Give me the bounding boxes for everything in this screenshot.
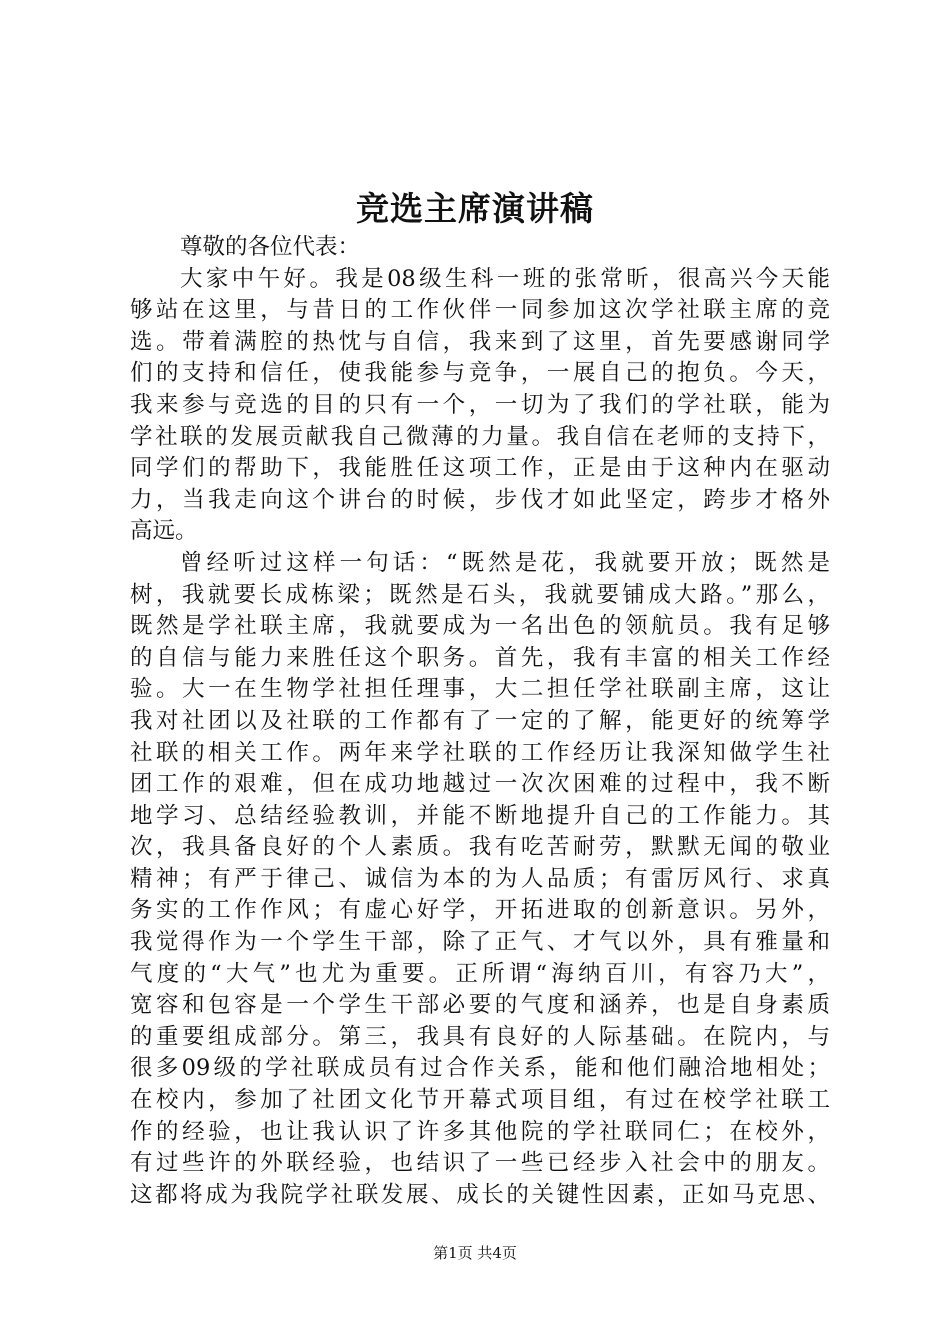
body-line: 我来参与竞选的目的只有一个，一切为了我们的学社联，能为 — [130, 391, 830, 418]
body-line: 曾经听过这样一句话：“既然是花，我就要开放；既然是 — [180, 549, 830, 576]
body-line: 同学们的帮助下，我能胜任这项工作，正是由于这种内在驱动 — [130, 455, 830, 482]
body-line: 验。大一在生物学社担任理事，大二担任学社联副主席，这让 — [130, 676, 830, 703]
body-line: 的自信与能力来胜任这个职务。首先，我有丰富的相关工作经 — [130, 644, 830, 671]
body-line: 够站在这里，与昔日的工作伙伴一同参加这次学社联主席的竞 — [130, 297, 830, 324]
body-line: 树，我就要长成栋梁；既然是石头，我就要铺成大路。”那么， — [130, 581, 830, 608]
body-line: 社联的相关工作。两年来学社联的工作经历让我深知做学生社 — [130, 739, 830, 766]
body-line: 作的经验，也让我认识了许多其他院的学社联同仁；在校外， — [130, 1118, 830, 1145]
body-line: 务实的工作作风；有虚心好学，开拓进取的创新意识。另外， — [130, 897, 830, 924]
body-line: 我觉得作为一个学生干部，除了正气、才气以外，具有雅量和 — [130, 929, 830, 956]
body-line: 在校内，参加了社团文化节开幕式项目组，有过在校学社联工 — [130, 1087, 830, 1114]
page-footer: 第1页 共4页 — [433, 1244, 517, 1262]
body-line: 次，我具备良好的个人素质。我有吃苦耐劳，默默无闻的敬业 — [130, 834, 830, 861]
body-line: 地学习、总结经验教训，并能不断地提升自己的工作能力。其 — [130, 802, 830, 829]
body-line: 们的支持和信任，使我能参与竞争，一展自己的抱负。今天， — [130, 360, 830, 387]
body-line: 大家中午好。我是08级生科一班的张常昕，很高兴今天能 — [180, 265, 830, 292]
body-line: 高远。 — [130, 518, 198, 545]
body-line: 既然是学社联主席，我就要成为一名出色的领航员。我有足够 — [130, 613, 830, 640]
document-title: 竞选主席演讲稿 — [356, 189, 594, 228]
document-body — [130, 232, 830, 1211]
body-line: 有过些许的外联经验，也结识了一些已经步入社会中的朋友。 — [130, 1150, 830, 1177]
body-line: 精神；有严于律己、诚信为本的为人品质；有雷厉风行、求真 — [130, 865, 830, 892]
body-line: 选。带着满腔的热忱与自信，我来到了这里，首先要感谢同学 — [130, 328, 830, 355]
body-line: 我对社团以及社联的工作都有了一定的了解，能更好的统筹学 — [130, 707, 830, 734]
body-line: 很多09级的学社联成员有过合作关系，能和他们融洽地相处； — [130, 1055, 830, 1082]
body-line: 力，当我走向这个讲台的时候，步伐才如此坚定，跨步才格外 — [130, 486, 830, 513]
body-line: 团工作的艰难，但在成功地越过一次次困难的过程中，我不断 — [130, 771, 830, 798]
body-line: 气度的“大气”也尤为重要。正所谓“海纳百川，有容乃大”， — [130, 960, 830, 987]
body-line: 尊敬的各位代表： — [180, 234, 361, 260]
body-line: 学社联的发展贡献我自己微薄的力量。我自信在老师的支持下， — [130, 423, 830, 450]
body-line: 的重要组成部分。第三，我具有良好的人际基础。在院内，与 — [130, 1023, 830, 1050]
body-line: 宽容和包容是一个学生干部必要的气度和涵养，也是自身素质 — [130, 992, 830, 1019]
body-line: 这都将成为我院学社联发展、成长的关键性因素，正如马克思、 — [130, 1181, 830, 1208]
